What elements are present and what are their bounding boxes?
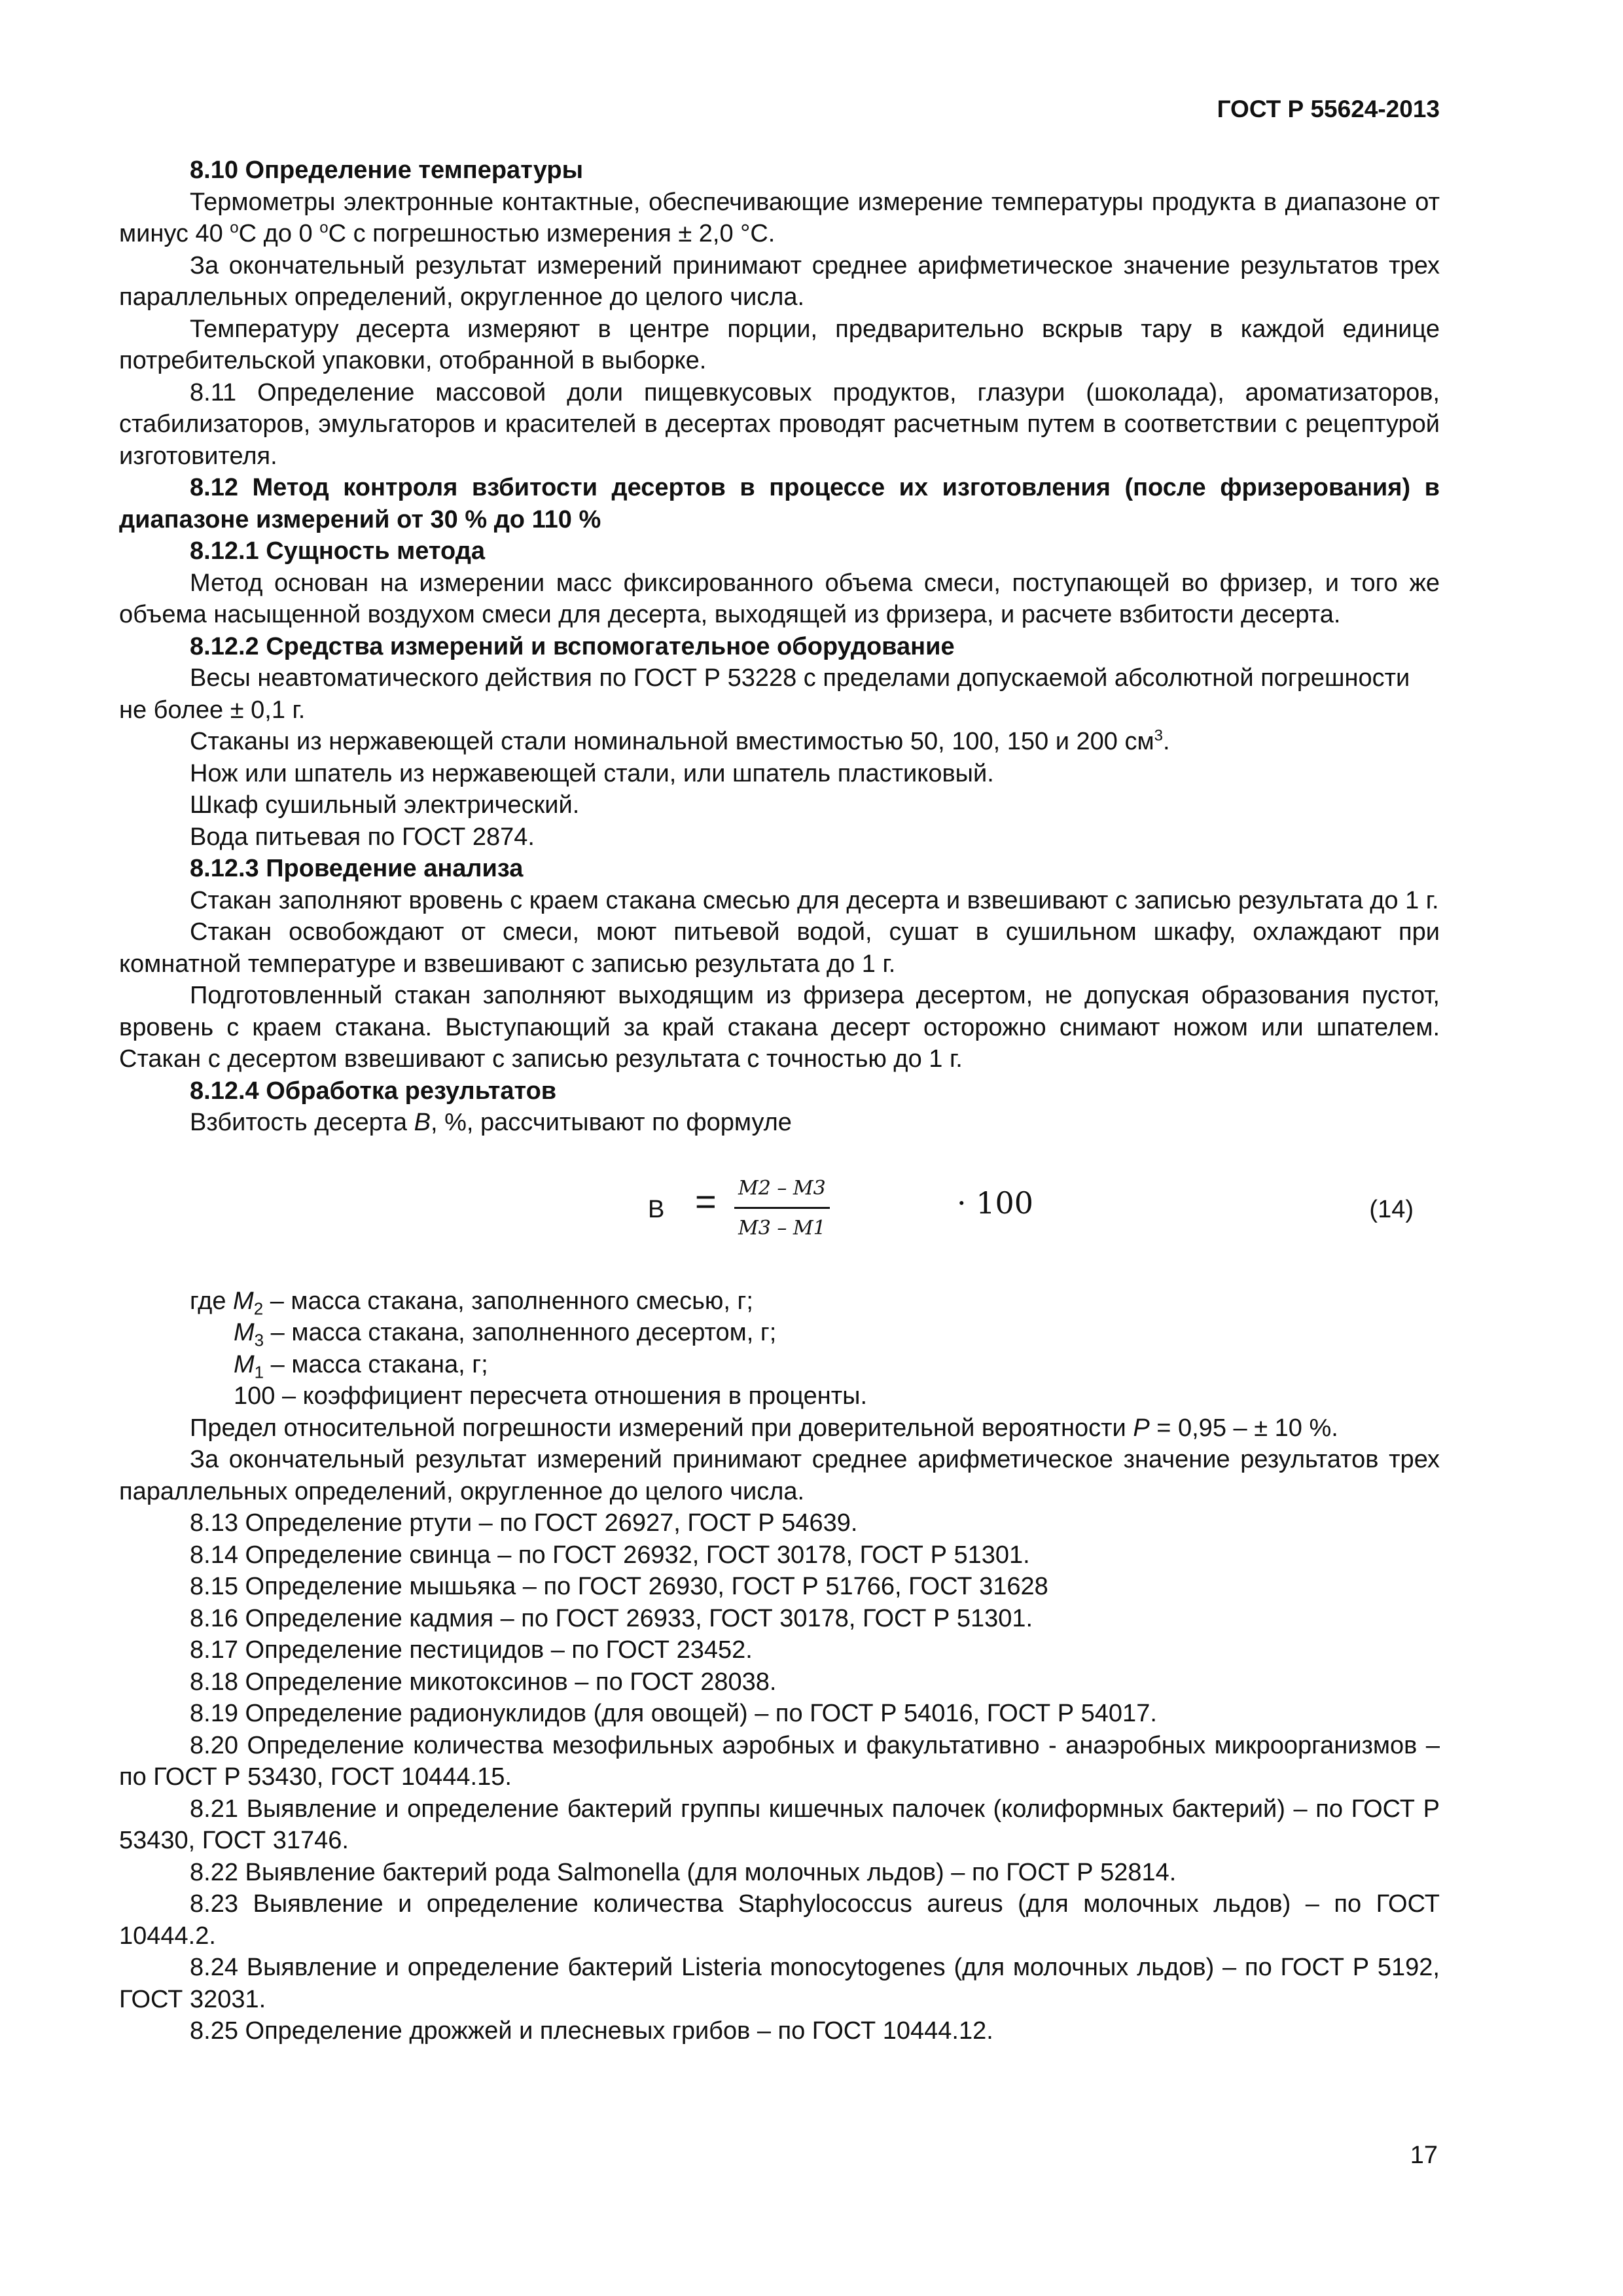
item-8-16: 8.16 Определение кадмия – по ГОСТ 26933, ГОСТ 30178, ГОСТ Р 51301.	[190, 1604, 1033, 1632]
section-8-12-1-heading: 8.12.1 Сущность метода	[190, 537, 485, 565]
subscript: 2	[253, 1299, 264, 1319]
subscript: 1	[254, 1362, 264, 1382]
item-8-25: 8.25 Определение дрожжей и плесневых грибов – по ГОСТ 10444.12.	[190, 2017, 993, 2045]
equipment-scales: Весы неавтоматического действия по ГОСТ Р 53228 с пределами допускаемой абсолютной погрешности не более ± 0,1 г.	[119, 664, 1410, 724]
variable: Р	[1133, 1414, 1150, 1442]
item-8-19: 8.19 Определение радионуклидов (для овощей) – по ГОСТ Р 54016, ГОСТ Р 54017.	[190, 1700, 1157, 1727]
section-8-12-1-text: Метод основан на измерении масс фиксированного объема смеси, поступающей во фризер, и того же объема насыщенной воздухом смеси для десерта, выходящей из фризера, и расчете взбитости десерта.	[119, 569, 1440, 628]
degree-sup: o	[319, 219, 329, 237]
cube-sup: 3	[1154, 726, 1163, 745]
analysis-step-1: Стакан заполняют вровень с краем стакана смесью для десерта и взвешивают с записью результата до 1 г.	[190, 886, 1439, 914]
text-run: , %, рассчитывают по формуле	[430, 1109, 792, 1136]
item-8-24: 8.24 Выявление и определение бактерий Listeria monocytogenes (для молочных льдов) – по ГОСТ Р 5192, ГОСТ 32031.	[119, 1954, 1440, 2013]
item-8-22: 8.22 Выявление бактерий рода Salmonella (для молочных льдов) – по ГОСТ Р 52814.	[190, 1858, 1177, 1886]
section-8-11: 8.11 Определение массовой доли пищевкусовых продуктов, глазури (шоколада), ароматизаторов, стабилизаторов, эмульгаторов и красителей в десертах проводят расчетным путем в соответствии с рецептурой изготовителя.	[119, 378, 1440, 470]
formula-number: (14)	[1369, 1195, 1414, 1223]
equipment-knife: Нож или шпатель из нержавеющей стали, или шпатель пластиковый.	[190, 759, 994, 787]
formula-14	[119, 1164, 1440, 1262]
variable: М	[233, 1287, 254, 1315]
legend-m1	[119, 1349, 1440, 1381]
legend-m2	[119, 1285, 1440, 1318]
legend-m3	[119, 1317, 1440, 1349]
text-run: – масса стакана, г;	[264, 1350, 488, 1378]
text-run: Взбитость десерта	[190, 1109, 414, 1136]
text-run: .	[1162, 728, 1170, 755]
formula-equals: =	[695, 1180, 717, 1222]
text-run: где	[190, 1287, 234, 1315]
formula-lhs: В	[648, 1195, 665, 1223]
item-8-15: 8.15 Определение мышьяка – по ГОСТ 26930, ГОСТ Р 51766, ГОСТ 31628	[190, 1573, 1048, 1600]
section-8-10-measure: Температуру десерта измеряют в центре порции, предварительно вскрыв тару в каждой единице потребительской упаковки, отобранной в выборке.	[119, 315, 1440, 374]
subscript: 3	[254, 1330, 264, 1350]
analysis-step-3: Подготовленный стакан заполняют выходящим из фризера десертом, не допуская образования пустот, вровень с краем стакана. Выступающий за край стакана десерт осторожно снимают ножом или шпателем. Стакан с десертом взвешивают с записью результата с точностью до 1 г.	[119, 982, 1440, 1073]
text-run: = 0,95 – ± 10 %.	[1149, 1414, 1338, 1442]
legend-coefficient: 100 – коэффициент пересчета отношения в проценты.	[234, 1382, 868, 1410]
item-8-13: 8.13 Определение ртути – по ГОСТ 26927, ГОСТ Р 54639.	[190, 1509, 858, 1537]
formula-intro	[119, 1107, 1440, 1139]
section-8-12-3-heading: 8.12.3 Проведение анализа	[190, 855, 524, 882]
variable: М	[234, 1350, 255, 1378]
formula-numerator: M2 – M3	[734, 1173, 830, 1210]
section-8-10-thermometers	[119, 187, 1440, 250]
page-number: 17	[1410, 2142, 1438, 2169]
text-run: С с погрешностью измерения ± 2,0 °С.	[328, 220, 776, 247]
section-8-12-heading: 8.12 Метод контроля взбитости десертов в процессе их изготовления (после фризерования) в диапазоне измерений от 30 % до 110 %	[119, 474, 1440, 533]
equipment-water: Вода питьевая по ГОСТ 2874.	[190, 823, 535, 851]
text-run: Стаканы из нержавеющей стали номинальной вместимостью 50, 100, 150 и 200 см	[190, 728, 1154, 755]
item-8-17: 8.17 Определение пестицидов – по ГОСТ 23452.	[190, 1636, 753, 1664]
variable: В	[414, 1109, 431, 1136]
analysis-step-2: Стакан освобождают от смеси, моют питьевой водой, сушат в сушильном шкафу, охлаждают при комнатной температуре и взвешивают с записью результата до 1 г.	[119, 918, 1440, 978]
formula-denominator: M3 – M1	[738, 1217, 826, 1240]
item-8-14: 8.14 Определение свинца – по ГОСТ 26932, ГОСТ 30178, ГОСТ Р 51301.	[190, 1541, 1030, 1569]
text-run: Предел относительной погрешности измерений при доверительной вероятности	[190, 1414, 1133, 1442]
error-limit	[119, 1412, 1440, 1444]
text-run: Термометры электронные контактные, обеспечивающие измерение температуры продукта в диапазоне от минус 40	[119, 188, 1440, 247]
item-8-20: 8.20 Определение количества мезофильных аэробных и факультативно - анаэробных микроорганизмов – по ГОСТ Р 53430, ГОСТ 10444.15.	[119, 1731, 1440, 1791]
variable: М	[234, 1319, 255, 1346]
text-run: С до 0	[238, 220, 320, 247]
item-8-23: 8.23 Выявление и определение количества Staphylococcus aureus (для молочных льдов) – по ГОСТ 10444.2.	[119, 1890, 1440, 1950]
text-run: – масса стакана, заполненного смесью, г;	[263, 1287, 753, 1315]
section-8-10-result: За окончательный результат измерений принимают среднее арифметическое значение результатов трех параллельных определений, округленное до целого числа.	[119, 251, 1440, 311]
equipment-cabinet: Шкаф сушильный электрический.	[190, 791, 580, 819]
section-8-12-2-heading: 8.12.2 Средства измерений и вспомогательное оборудование	[190, 632, 955, 660]
equipment-glasses	[119, 726, 1440, 758]
formula-multiplier: · 100	[957, 1185, 1034, 1221]
item-8-21: 8.21 Выявление и определение бактерий группы кишечных палочек (колиформных бактерий) – по ГОСТ Р 53430, ГОСТ 31746.	[119, 1795, 1440, 1854]
section-8-10-heading: 8.10 Определение температуры	[190, 156, 584, 184]
section-8-12-4-heading: 8.12.4 Обработка результатов	[190, 1077, 557, 1105]
text-run: – масса стакана, заполненного десертом, г;	[264, 1319, 777, 1346]
formula-fraction	[734, 1173, 830, 1245]
degree-sup: o	[230, 219, 239, 237]
document-code-header: ГОСТ Р 55624-2013	[1217, 96, 1440, 122]
final-result: За окончательный результат измерений принимают среднее арифметическое значение результатов трех параллельных определений, округленное до целого числа.	[119, 1446, 1440, 1505]
item-8-18: 8.18 Определение микотоксинов – по ГОСТ 28038.	[190, 1668, 777, 1696]
document-body	[119, 154, 1440, 2047]
